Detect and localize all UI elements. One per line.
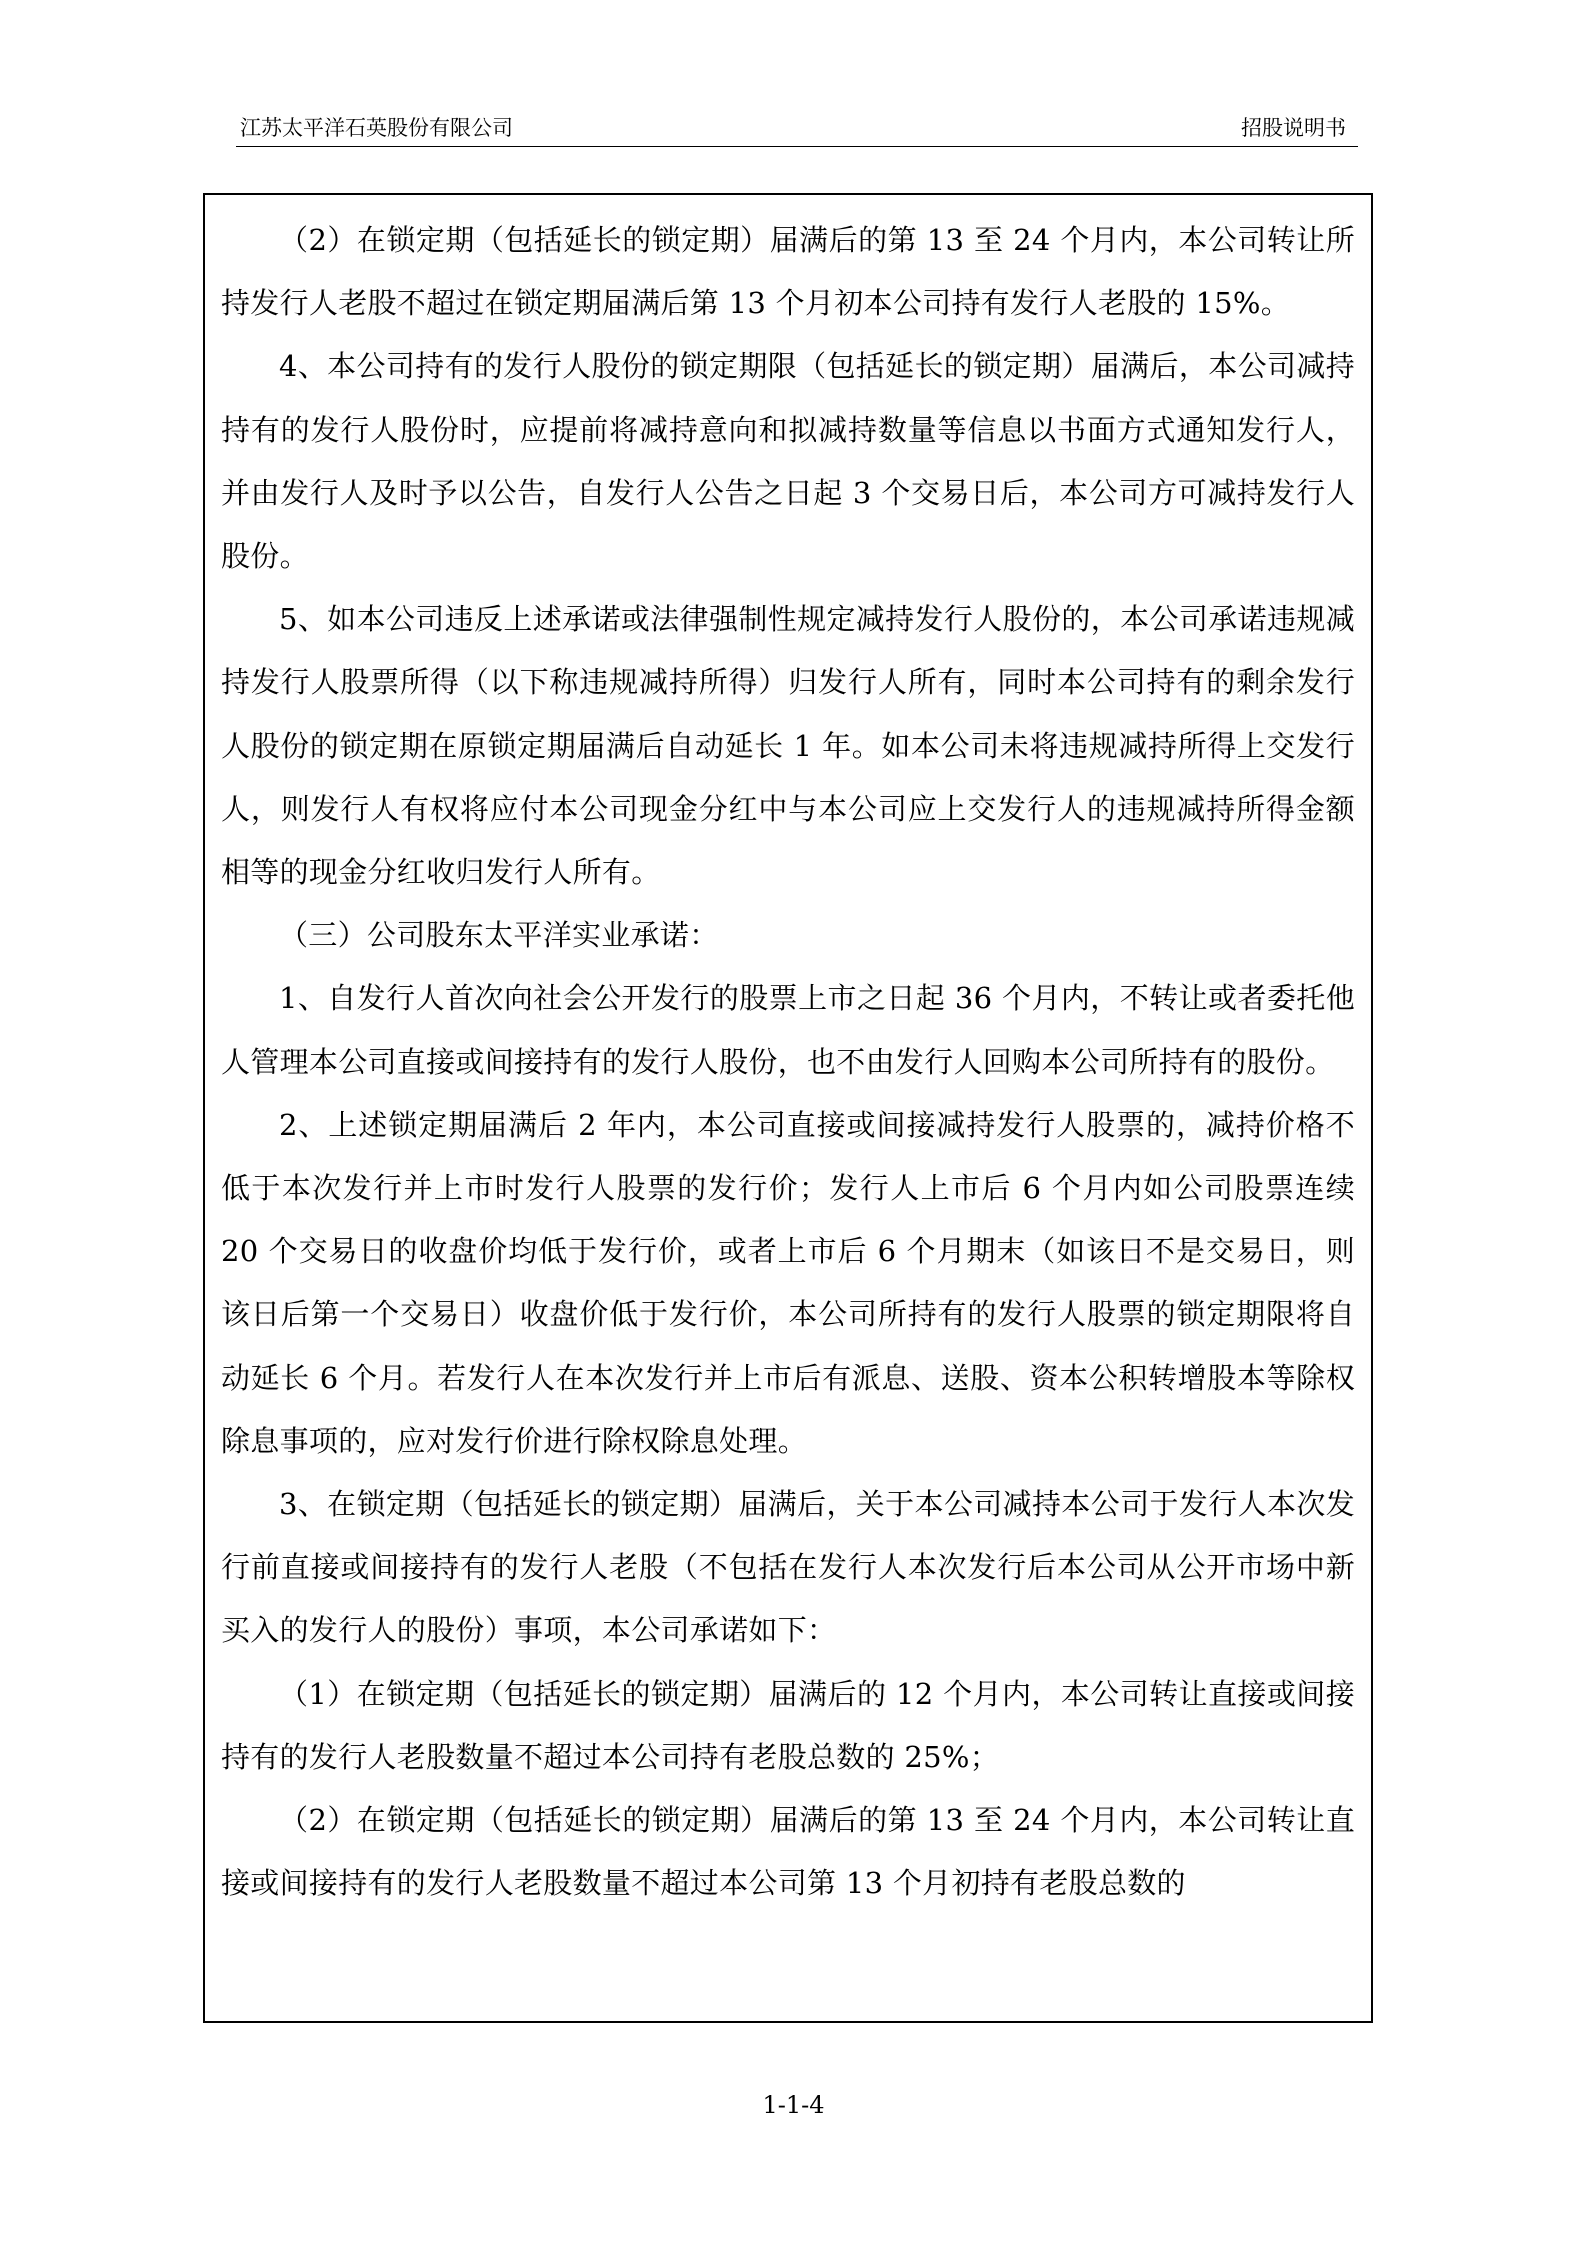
paragraph-3: 5、如本公司违反上述承诺或法律强制性规定减持发行人股份的，本公司承诺违规减持发行人股票所得（以下称违规减持所得）归发行人所有，同时本公司持有的剩余发行人股份的锁定期在原锁定期届满后自动延长 1 年。如本公司未将违规减持所得上交发行人，则发行人有权将应付本公司现金分红中与本公司应上交发行人的违规减持所得金额相等的现金分红收归发行人所有。 <box>221 602 1355 890</box>
content-box <box>203 193 1373 2023</box>
page-number: 1-1-4 <box>762 2091 825 2119</box>
header-company-name: 江苏太平洋石英股份有限公司 <box>240 116 513 140</box>
section-heading: （三）公司股东太平洋实业承诺： <box>279 918 719 953</box>
paragraph-9: （2）在锁定期（包括延长的锁定期）届满后的第 13 至 24 个月内，本公司转让直接或间接持有的发行人老股数量不超过本公司第 13 个月初持有老股总数的 <box>221 1803 1355 1901</box>
header-document-type: 招股说明书 <box>1241 116 1346 140</box>
paragraph-2: 4、本公司持有的发行人股份的锁定期限（包括延长的锁定期）届满后，本公司减持持有的发行人股份时，应提前将减持意向和拟减持数量等信息以书面方式通知发行人，并由发行人及时予以公告，自发行人公告之日起 3 个交易日后，本公司方可减持发行人股份。 <box>221 349 1355 574</box>
paragraph-8: （1）在锁定期（包括延长的锁定期）届满后的 12 个月内，本公司转让直接或间接持有的发行人老股数量不超过本公司持有老股总数的 25%； <box>221 1676 1355 1774</box>
paragraph-1: （2）在锁定期（包括延长的锁定期）届满后的第 13 至 24 个月内，本公司转让所持发行人老股不超过在锁定期届满后第 13 个月初本公司持有发行人老股的 15%。 <box>221 223 1355 321</box>
page-header <box>236 110 1358 147</box>
paragraph-7: 3、在锁定期（包括延长的锁定期）届满后，关于本公司减持本公司于发行人本次发行前直接或间接持有的发行人老股（不包括在发行人本次发行后本公司从公开市场中新买入的发行人的股份）事项，本公司承诺如下： <box>221 1487 1355 1648</box>
paragraph-6: 2、上述锁定期届满后 2 年内，本公司直接或间接减持发行人股票的，减持价格不低于本次发行并上市时发行人股票的发行价；发行人上市后 6 个月内如公司股票连续 20 个交易日的收盘价均低于发行价，或者上市后 6 个月期末（如该日不是交易日，则该日后第一个交易日）收盘价低于发行价，本公司所持有的发行人股票的锁定期限将自动延长 6 个月。若发行人在本次发行并上市后有派息、送股、资本公积转增股本等除权除息事项的，应对发行价进行除权除息处理。 <box>221 1107 1355 1458</box>
paragraph-5: 1、自发行人首次向社会公开发行的股票上市之日起 36 个月内，不转让或者委托他人管理本公司直接或间接持有的发行人股份，也不由发行人回购本公司所持有的股份。 <box>221 981 1355 1079</box>
